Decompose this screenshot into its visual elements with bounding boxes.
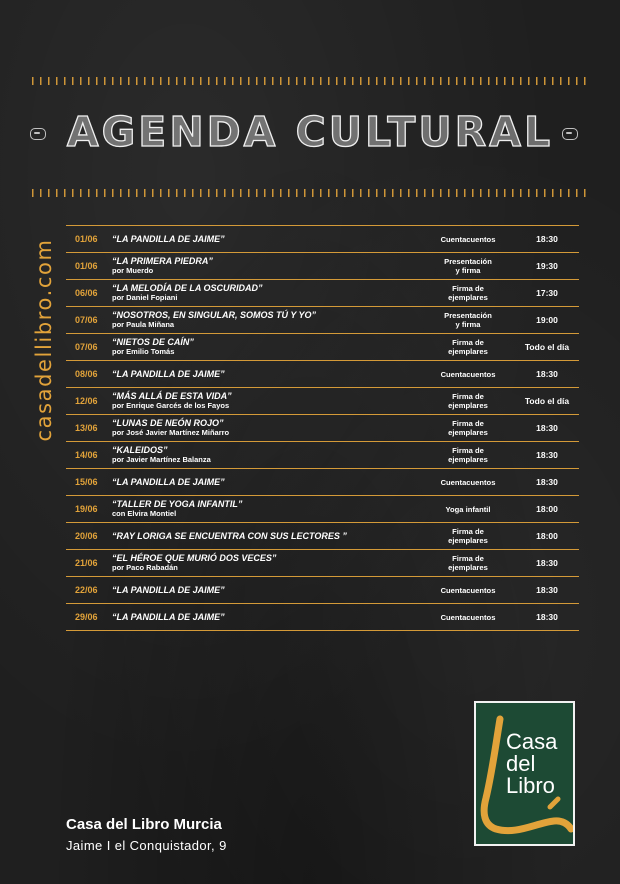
event-author: por José Javier Martínez Miñarro [112, 428, 230, 437]
event-title: “EL HÉROE QUE MURIÓ DOS VECES” [112, 553, 277, 563]
event-description [112, 477, 421, 487]
event-type-line: Firma de [452, 392, 484, 401]
store-name: Casa del Libro Murcia [66, 816, 222, 833]
event-date: 01/06 [75, 261, 98, 271]
event-type [421, 554, 515, 572]
event-type-line: ejemplares [448, 428, 488, 437]
event-time: Todo el día [524, 396, 570, 406]
event-title: “RAY LORIGA SE ENCUENTRA CON SUS LECTORES ” [112, 531, 347, 541]
event-row [66, 442, 579, 469]
event-date: 07/06 [75, 315, 98, 325]
event-title: “NOSOTROS, EN SINGULAR, SOMOS TÚ Y YO” [112, 310, 317, 320]
events-table [66, 225, 579, 631]
event-type-line: Presentación [444, 257, 492, 266]
event-row [66, 307, 579, 334]
event-type-line: Firma de [452, 527, 484, 536]
event-row [66, 415, 579, 442]
event-type-line: y firma [455, 320, 481, 329]
event-time: 18:00 [536, 531, 558, 541]
event-type [421, 392, 515, 410]
event-time: 19:00 [536, 315, 558, 325]
top-dash-border [32, 77, 588, 85]
event-description [112, 585, 421, 595]
event-date: 01/06 [75, 234, 98, 244]
event-row [66, 388, 579, 415]
event-type [421, 284, 515, 302]
event-row [66, 361, 579, 388]
logo-line: Libro [506, 773, 555, 798]
event-date: 12/06 [75, 396, 98, 406]
event-type [421, 446, 515, 464]
event-date: 22/06 [75, 585, 98, 595]
event-row [66, 577, 579, 604]
event-type [421, 419, 515, 437]
event-date: 08/06 [75, 369, 98, 379]
event-type-line: Presentación [444, 311, 492, 320]
event-title: “MÁS ALLÁ DE ESTA VIDA” [112, 391, 232, 401]
event-author: por Paco Rabadán [112, 563, 178, 572]
event-date: 07/06 [75, 342, 98, 352]
logo-text [506, 731, 557, 797]
event-title: “LA PANDILLA DE JAIME” [112, 234, 225, 244]
event-description [112, 612, 421, 622]
event-row [66, 226, 579, 253]
event-type-line: Cuentacuentos [440, 612, 496, 622]
event-author: por Paula Miñana [112, 320, 175, 329]
event-type-line: ejemplares [448, 455, 488, 464]
casa-del-libro-logo [474, 701, 575, 846]
event-time: 18:30 [536, 423, 558, 433]
event-type-line: ejemplares [448, 293, 488, 302]
event-author: con Elvira Montiel [112, 509, 177, 518]
page-title: AGENDA CULTURAL [66, 108, 554, 156]
event-date: 14/06 [75, 450, 98, 460]
event-time: 18:00 [536, 504, 558, 514]
event-type [421, 257, 515, 275]
event-title: “LA PANDILLA DE JAIME” [112, 612, 225, 622]
event-time: 18:30 [536, 558, 558, 568]
event-date: 29/06 [75, 612, 98, 622]
event-title: “LUNAS DE NEÓN ROJO” [112, 418, 224, 428]
event-title: “NIETOS DE CAÍN” [112, 337, 194, 347]
event-type-line: Yoga infantil [445, 504, 491, 514]
event-type [421, 527, 515, 545]
event-row [66, 604, 579, 631]
event-row [66, 550, 579, 577]
event-time: 18:30 [536, 612, 558, 622]
event-description [112, 310, 421, 330]
event-type [421, 478, 515, 487]
event-author: por Muerdo [112, 266, 154, 275]
event-type-line: Cuentacuentos [440, 234, 496, 244]
event-title: “KALEIDOS” [112, 445, 168, 455]
event-description [112, 256, 421, 276]
event-date: 21/06 [75, 558, 98, 568]
event-type [421, 613, 515, 622]
event-description [112, 283, 421, 303]
event-description [112, 418, 421, 438]
event-type [421, 370, 515, 379]
event-time: 18:30 [536, 585, 558, 595]
event-time: Todo el día [524, 342, 570, 352]
website-url[interactable]: casadellibro.com [32, 238, 56, 442]
event-time: 18:30 [536, 234, 558, 244]
event-description [112, 445, 421, 465]
event-title: “LA PANDILLA DE JAIME” [112, 369, 225, 379]
event-description [112, 391, 421, 411]
right-ornament-icon [562, 128, 578, 140]
event-type-line: Firma de [452, 338, 484, 347]
event-date: 20/06 [75, 531, 98, 541]
event-type [421, 586, 515, 595]
event-author: por Daniel Fopiani [112, 293, 178, 302]
event-type-line: Firma de [452, 446, 484, 455]
event-title: “LA PANDILLA DE JAIME” [112, 477, 225, 487]
event-date: 06/06 [75, 288, 98, 298]
event-time: 18:30 [536, 450, 558, 460]
event-type-line: Cuentacuentos [440, 369, 496, 379]
event-type-line: Cuentacuentos [440, 585, 496, 595]
event-author: por Javier Martínez Balanza [112, 455, 211, 464]
logo-line: del [506, 751, 536, 776]
event-type-line: y firma [455, 266, 481, 275]
event-description [112, 337, 421, 357]
event-description [112, 234, 421, 244]
event-date: 19/06 [75, 504, 98, 514]
event-description [112, 553, 421, 573]
event-description [112, 531, 421, 541]
event-type [421, 235, 515, 244]
event-type-line: ejemplares [448, 347, 488, 356]
event-title: “TALLER DE YOGA INFANTIL” [112, 499, 243, 509]
event-type [421, 338, 515, 356]
event-title: “LA MELODÍA DE LA OSCURIDAD” [112, 283, 263, 293]
event-type-line: ejemplares [448, 536, 488, 545]
event-time: 19:30 [536, 261, 558, 271]
event-date: 15/06 [75, 477, 98, 487]
event-type [421, 311, 515, 329]
event-description [112, 369, 421, 379]
event-type-line: Firma de [452, 419, 484, 428]
event-title: “LA PRIMERA PIEDRA” [112, 256, 213, 266]
event-author: por Enrique Garcés de los Fayos [112, 401, 230, 410]
store-address: Jaime I el Conquistador, 9 [66, 838, 227, 853]
event-description [112, 499, 421, 519]
event-row [66, 334, 579, 361]
event-row [66, 496, 579, 523]
event-row [66, 253, 579, 280]
logo-line: Casa [506, 729, 558, 754]
event-type-line: Firma de [452, 284, 484, 293]
event-row [66, 523, 579, 550]
event-time: 18:30 [536, 477, 558, 487]
bottom-dash-border [32, 189, 588, 197]
event-type-line: ejemplares [448, 401, 488, 410]
event-type-line: Cuentacuentos [440, 477, 496, 487]
event-time: 18:30 [536, 369, 558, 379]
event-type-line: ejemplares [448, 563, 488, 572]
event-type-line: Firma de [452, 554, 484, 563]
event-author: por Emilio Tomás [112, 347, 175, 356]
event-type [421, 505, 515, 514]
event-time: 17:30 [536, 288, 558, 298]
event-date: 13/06 [75, 423, 98, 433]
event-row [66, 469, 579, 496]
event-title: “LA PANDILLA DE JAIME” [112, 585, 225, 595]
event-row [66, 280, 579, 307]
